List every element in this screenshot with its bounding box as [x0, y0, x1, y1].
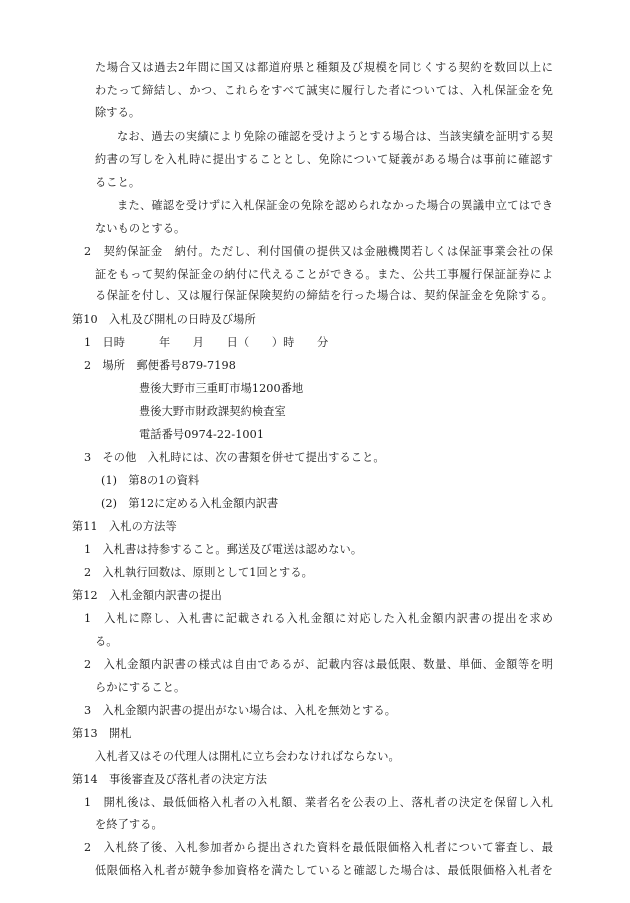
- text-line: ないものとする。: [95, 222, 186, 235]
- list-item: (2) 第12に定める入札金額内訳書: [101, 497, 279, 510]
- address-line: 豊後大野市三重町市場1200番地: [139, 382, 304, 395]
- text-line: ること。: [95, 176, 141, 189]
- text-line: 2 契約保証金 納付。ただし、利付国債の提供又は金融機関若しくは保証事業会社の保: [84, 245, 553, 258]
- text-line: 1 日時 年 月 日（ ）時 分: [84, 336, 329, 349]
- text-line: 2 入札金額内訳書の様式は自由であるが、記載内容は最低限、数量、単価、金額等を明: [84, 658, 553, 671]
- text-line: 1 開札後は、最低価格入札者の入札額、業者名を公表の上、落札者の決定を保留し入札: [84, 796, 553, 809]
- text-line: る保証を付し、又は履行保証保険契約の締結を行った場合は、契約保証金を免除する。: [95, 289, 553, 302]
- text-line: を終了する。: [95, 818, 163, 831]
- text-line: 除する。: [95, 106, 141, 119]
- text-line: らかにすること。: [95, 681, 186, 694]
- text-line: 証をもって契約保証金の納付に代えることができる。また、公共工事履行保証証券によ: [95, 268, 553, 281]
- phone-line: 電話番号0974-22-1001: [139, 428, 265, 441]
- text-line: る。: [95, 635, 118, 648]
- text-line: 3 その他 入札時には、次の書類を併せて提出すること。: [84, 451, 385, 464]
- text-line: た場合又は過去2年間に国又は都道府県と種類及び規模を同じくする契約を数回以上に: [95, 61, 553, 74]
- text-line: 入札者又はその代理人は開札に立ち会わなければならない。: [95, 750, 400, 763]
- section-heading: 第12 入札金額内訳書の提出: [72, 589, 222, 602]
- text-line: 1 入札に際し、入札書に記載される入札金額に対応した入札金額内訳書の提出を求め: [84, 612, 553, 625]
- section-heading: 第14 事後審査及び落札者の決定方法: [72, 773, 268, 786]
- text-line: わたって締結し、かつ、これらをすべて誠実に履行した者については、入札保証金を免: [95, 84, 553, 97]
- text-line: 1 入札書は持参すること。郵送及び電送は認めない。: [84, 543, 363, 556]
- text-line: 2 入札終了後、入札参加者から提出された資料を最低限価格入札者について審査し、最: [84, 841, 553, 854]
- text-line: 2 場所 郵便番号879-7198: [84, 359, 236, 372]
- text-line: 約書の写しを入札時に提出することとし、免除について疑義がある場合は事前に確認す: [95, 153, 553, 166]
- text-line: 3 入札金額内訳書の提出がない場合は、入札を無効とする。: [84, 704, 396, 717]
- section-heading: 第10 入札及び開札の日時及び場所: [72, 313, 256, 326]
- text-line: また、確認を受けずに入札保証金の免除を認められなかった場合の異議申立てはでき: [117, 199, 553, 212]
- address-line: 豊後大野市財政課契約検査室: [139, 405, 286, 418]
- text-line: 低限価格入札者が競争参加資格を満たしていると確認した場合は、最低限価格入札者を: [95, 864, 553, 877]
- section-heading: 第13 開札: [72, 727, 132, 740]
- section-heading: 第11 入札の方法等: [72, 520, 177, 533]
- text-line: なお、過去の実績により免除の確認を受けようとする場合は、当該実績を証明する契: [117, 130, 553, 143]
- text-line: 2 入札執行回数は、原則として1回とする。: [84, 566, 313, 579]
- list-item: (1) 第8の1の資料: [101, 474, 200, 487]
